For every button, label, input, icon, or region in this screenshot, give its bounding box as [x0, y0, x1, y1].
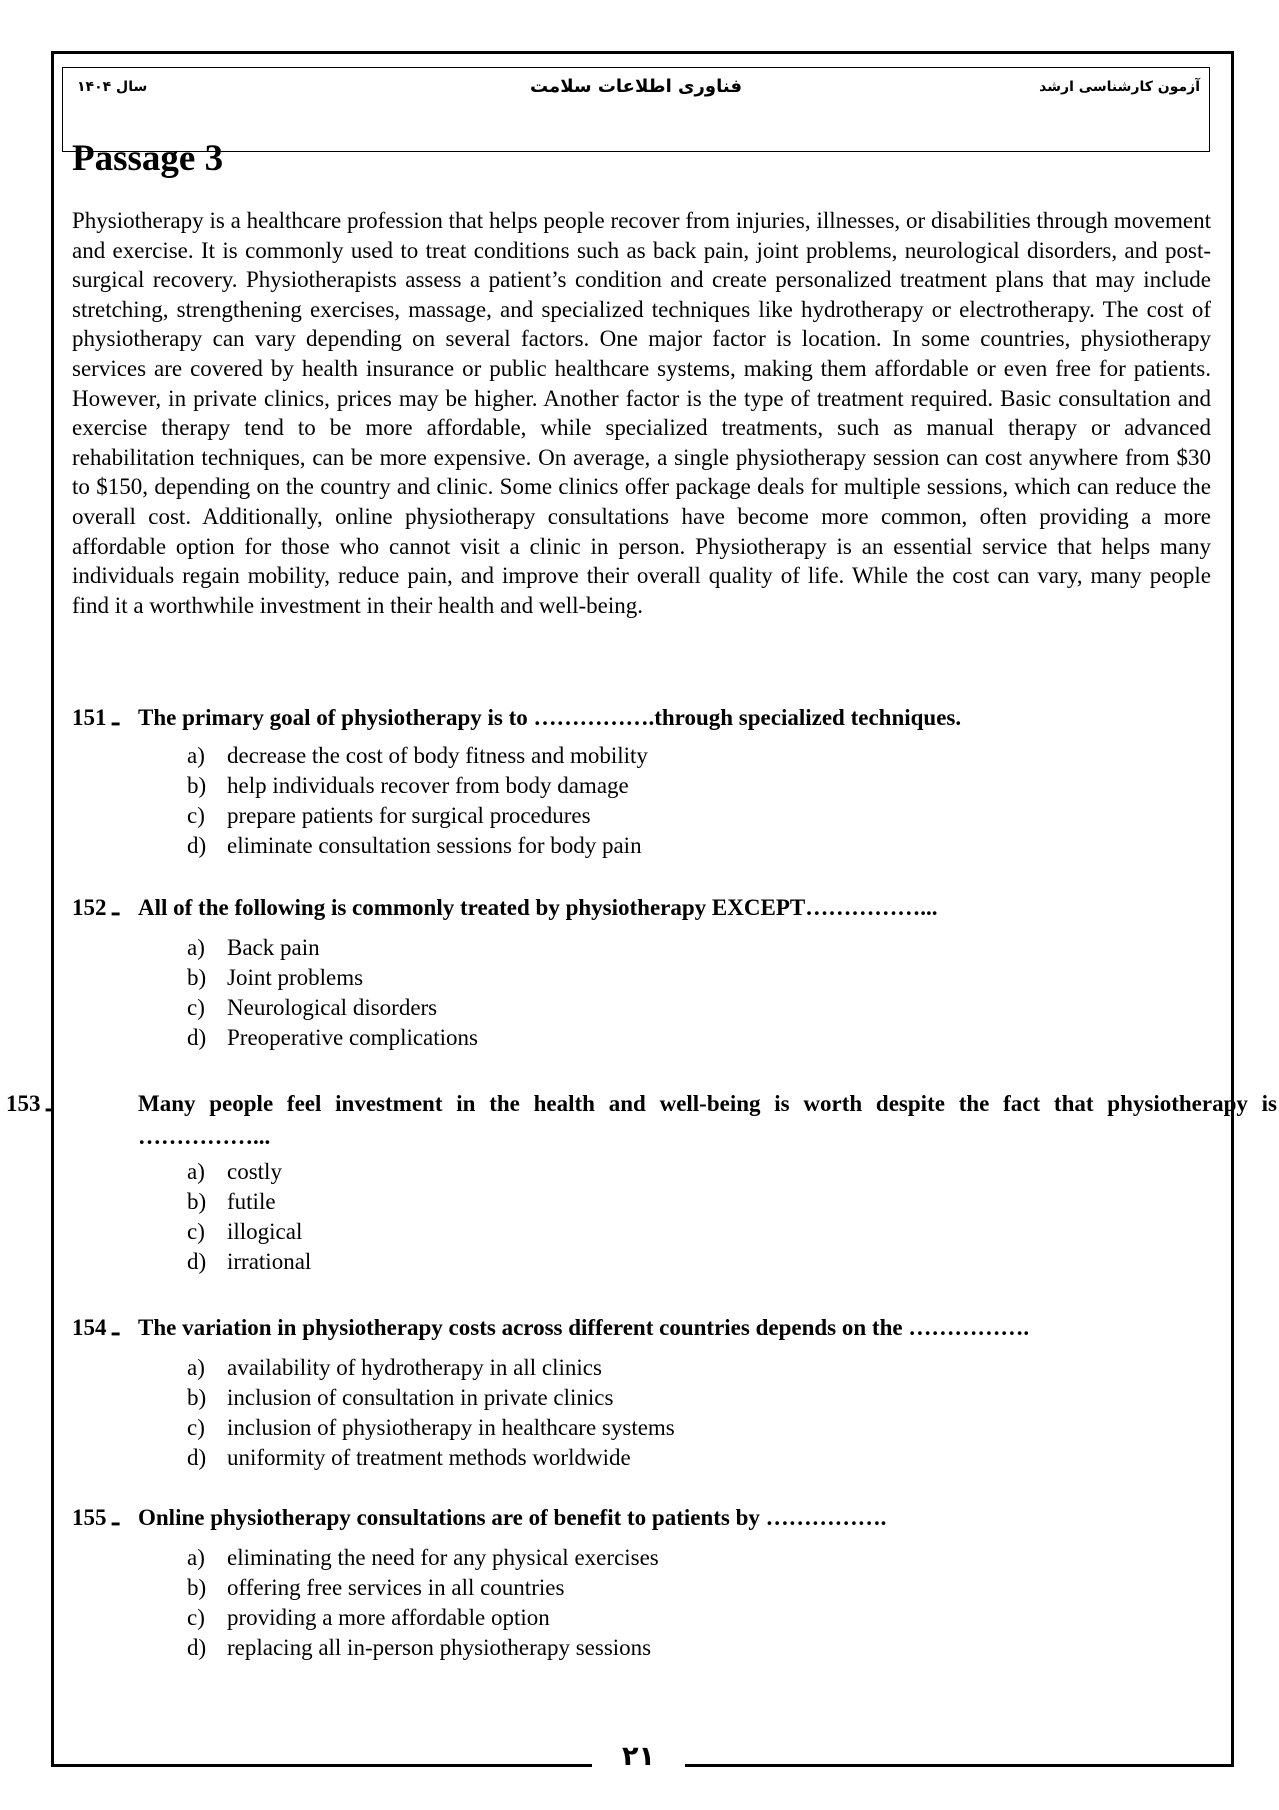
- option-a: a) eliminating the need for any physical exercises: [187, 1545, 659, 1570]
- subject-title: فناوری اطلاعات سلامت: [530, 76, 742, 97]
- question-153: [6, 1087, 1277, 1153]
- question-151: [72, 701, 1211, 734]
- footer-rule-left: [51, 1764, 592, 1767]
- question-stem: Online physiotherapy consultations are of benefit to patients by …………….: [138, 1505, 887, 1530]
- page-number: ۲۱: [622, 1741, 655, 1772]
- option-d: d) uniformity of treatment methods worldwide: [187, 1445, 631, 1470]
- option-a: a) Back pain: [187, 935, 320, 960]
- exam-name: آزمون کارشناسی ارشد: [1039, 79, 1200, 95]
- option-c: c) providing a more affordable option: [187, 1605, 550, 1630]
- option-c: c) prepare patients for surgical procedures: [187, 803, 591, 828]
- question-number: 153 ـ: [6, 1091, 53, 1116]
- option-c: c) Neurological disorders: [187, 995, 438, 1020]
- footer-rule-right: [685, 1764, 1234, 1767]
- question-155: [72, 1501, 1211, 1534]
- option-a: a) availability of hydrotherapy in all clinics: [187, 1355, 602, 1380]
- options-155: [187, 1543, 659, 1663]
- options-153: [187, 1157, 311, 1277]
- exam-year: سال ۱۴۰۴: [77, 79, 148, 95]
- option-d: d) irrational: [187, 1249, 312, 1274]
- question-stem: All of the following is commonly treated by physiotherapy EXCEPT……………...: [138, 895, 938, 920]
- option-a: a) decrease the cost of body fitness and mobility: [187, 743, 648, 768]
- question-number: 155 ـ: [72, 1505, 119, 1530]
- question-number: 151 ـ: [72, 705, 119, 730]
- option-b: b) futile: [187, 1189, 276, 1214]
- option-d: d) replacing all in-person physiotherapy sessions: [187, 1635, 652, 1660]
- question-stem: Many people feel investment in the health and well-being is worth despite the fact that physiotherapy is ……………...: [138, 1091, 1277, 1149]
- question-stem: The variation in physiotherapy costs across different countries depends on the …………….: [138, 1315, 1030, 1340]
- options-151: [187, 741, 648, 861]
- option-d: d) eliminate consultation sessions for body pain: [187, 833, 642, 858]
- question-154: [72, 1311, 1211, 1344]
- option-c: c) inclusion of physiotherapy in healthcare systems: [187, 1415, 675, 1440]
- passage-text: Physiotherapy is a healthcare profession that helps people recover from injuries, illnesses, or disabilities through movement and exercise. It is commonly used to treat conditions such as back pain, joint problems, neurological disorders, and post-surgical recovery. Physiotherapists assess a patient’s condition and create personalized treatment plans that may include stretching, strengthening exercises, massage, and specialized techniques like hydrotherapy or electrotherapy. The cost of physiotherapy can vary depending on several factors. One major factor is location. In some countries, physiotherapy services are covered by health insurance or public healthcare systems, making them affordable or even free for patients. However, in private clinics, prices may be higher. Another factor is the type of treatment required. Basic consultation and exercise therapy tend to be more affordable, while specialized treatments, such as manual therapy or advanced rehabilitation techniques, can be more expensive. On average, a single physiotherapy session can cost anywhere from $30 to $150, depending on the country and clinic. Some clinics offer package deals for multiple sessions, which can reduce the overall cost. Additionally, online physiotherapy consultations have become more common, often providing a more affordable option for those who cannot visit a clinic in person. Physiotherapy is an essential service that helps many individuals regain mobility, reduce pain, and improve their overall quality of life. While the cost can vary, many people find it a worthwhile investment in their health and well-being.: [72, 208, 1211, 618]
- option-b: b) inclusion of consultation in private clinics: [187, 1385, 614, 1410]
- question-152: [72, 891, 1211, 924]
- option-b: b) help individuals recover from body damage: [187, 773, 629, 798]
- option-a: a) costly: [187, 1159, 282, 1184]
- question-number: 152 ـ: [72, 895, 119, 920]
- options-152: [187, 933, 478, 1053]
- options-154: [187, 1353, 675, 1473]
- option-b: b) offering free services in all countries: [187, 1575, 565, 1600]
- question-number: 154 ـ: [72, 1315, 119, 1340]
- page-header: [62, 67, 1210, 152]
- question-stem: The primary goal of physiotherapy is to …………….through specialized techniques.: [138, 705, 962, 730]
- option-c: c) illogical: [187, 1219, 303, 1244]
- passage-title: Passage 3: [72, 138, 224, 179]
- option-b: b) Joint problems: [187, 965, 364, 990]
- option-d: d) Preoperative complications: [187, 1025, 479, 1050]
